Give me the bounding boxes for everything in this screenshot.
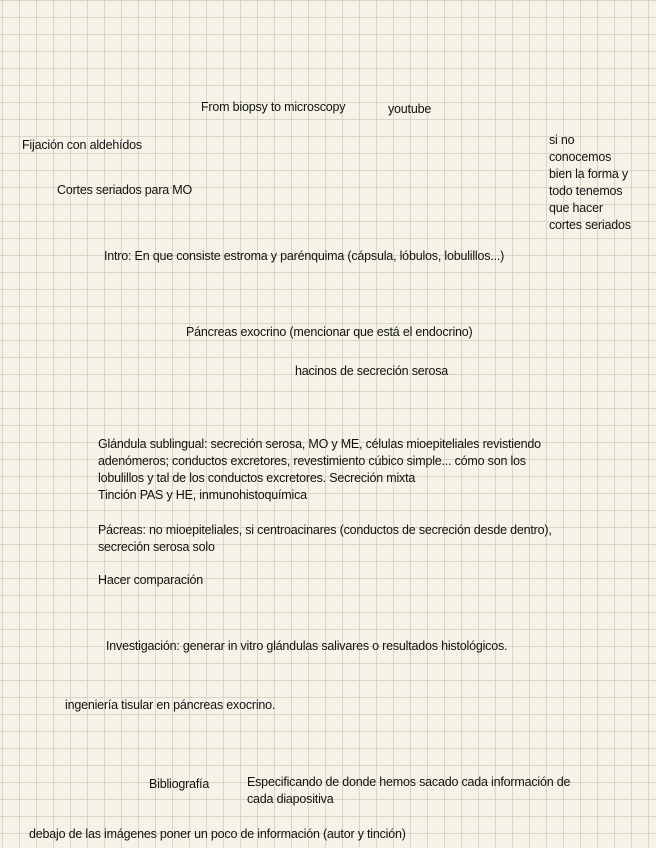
side-note-line: si no [549, 133, 575, 147]
side-note [549, 132, 654, 234]
glandula-line: Tinción PAS y HE, inmunohistoquímica [98, 488, 307, 502]
glandula-block [98, 436, 648, 504]
side-note-line: cortes seriados [549, 218, 631, 232]
ingenieria-note: ingeniería tisular en páncreas exocrino. [65, 698, 276, 712]
glandula-line: adenómeros; conductos excretores, revestimiento cúbico simple... cómo son los [98, 454, 526, 468]
pancreas-block [98, 522, 648, 556]
side-note-line: todo tenemos [549, 184, 623, 198]
investigacion-note: Investigación: generar in vitro glándulas salivares o resultados histológicos. [106, 639, 508, 653]
pancreas-line: Pácreas: no mioepiteliales, si centroacinares (conductos de secreción desde dentro), [98, 523, 552, 537]
intro-note: Intro: En que consiste estroma y parénquima (cápsula, lóbulos, lobulillos...) [104, 249, 505, 263]
title-note: From biopsy to microscopy [201, 100, 346, 114]
especificando-line: cada diapositiva [247, 792, 334, 806]
cortes-note: Cortes seriados para MO [57, 183, 193, 197]
debajo-note: debajo de las imágenes poner un poco de información (autor y tinción) [29, 827, 406, 841]
comparacion-note: Hacer comparación [98, 573, 203, 587]
pancreas-exocrino-note: Páncreas exocrino (mencionar que está el endocrino) [186, 325, 473, 339]
glandula-line: Glándula sublingual: secreción serosa, MO y ME, células mioepiteliales revistiendo [98, 437, 541, 451]
side-note-line: bien la forma y [549, 167, 628, 181]
side-note-line: conocemos [549, 150, 612, 164]
especificando-block [247, 774, 647, 808]
side-note-line: que hacer [549, 201, 603, 215]
glandula-line: lobulillos y tal de los conductos excretores. Secreción mixta [98, 471, 416, 485]
pancreas-line: secreción serosa solo [98, 540, 215, 554]
youtube-note: youtube [388, 102, 432, 116]
fijacion-note: Fijación con aldehídos [22, 138, 142, 152]
especificando-line: Especificando de donde hemos sacado cada información de [247, 775, 571, 789]
bibliografia-note: Bibliografía [149, 777, 210, 791]
acinos-note: hacinos de secreción serosa [295, 364, 449, 378]
